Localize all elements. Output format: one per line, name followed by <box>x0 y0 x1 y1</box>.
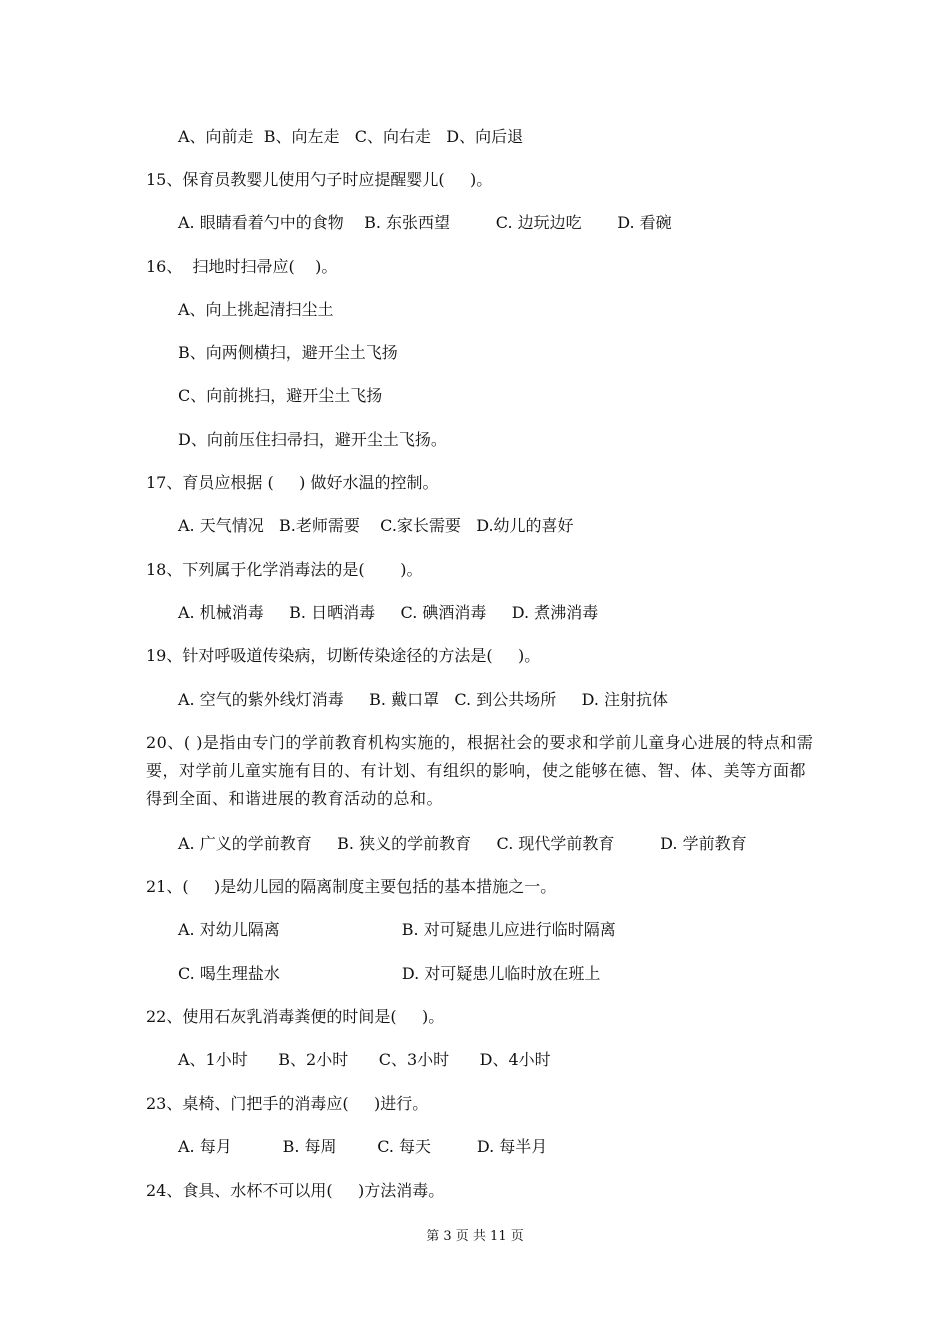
q23-options: A. 每月 B. 每周 C. 每天 D. 每半月 <box>178 1137 548 1156</box>
q16-option-b: B、向两侧横扫，避开尘土飞扬 <box>178 343 398 362</box>
q18-options: A. 机械消毒 B. 日晒消毒 C. 碘酒消毒 D. 煮沸消毒 <box>178 603 599 622</box>
q16-option-a: A、向上挑起清扫尘土 <box>178 300 334 319</box>
q19-options: A. 空气的紫外线灯消毒 B. 戴口罩 C. 到公共场所 D. 注射抗体 <box>178 690 669 709</box>
q22-options: A、1小时 B、2小时 C、3小时 D、4小时 <box>178 1050 551 1069</box>
q21-options-cd: C. 喝生理盐水 D. 对可疑患儿临时放在班上 <box>178 964 601 983</box>
q17-options: A. 天气情况 B.老师需要 C.家长需要 D.幼儿的喜好 <box>178 516 574 535</box>
q21-options-ab: A. 对幼儿隔离 B. 对可疑患儿应进行临时隔离 <box>178 920 616 939</box>
page-footer: 第 3 页 共 11 页 <box>426 1229 524 1244</box>
q19-question: 19、针对呼吸道传染病，切断传染途径的方法是( )。 <box>146 646 541 665</box>
q17-question: 17、育员应根据 ( ) 做好水温的控制。 <box>146 473 439 492</box>
q16-option-d: D、向前压住扫帚扫，避开尘土飞扬。 <box>178 430 447 449</box>
q20-options: A. 广义的学前教育 B. 狭义的学前教育 C. 现代学前教育 D. 学前教育 <box>178 834 747 853</box>
q16-option-c: C、向前挑扫，避开尘土飞扬 <box>178 386 383 405</box>
q16-question: 16、 扫地时扫帚应( )。 <box>146 257 338 276</box>
q22-question: 22、使用石灰乳消毒粪便的时间是( )。 <box>146 1007 445 1026</box>
q18-question: 18、下列属于化学消毒法的是( )。 <box>146 560 423 579</box>
q23-question: 23、桌椅、门把手的消毒应( )进行。 <box>146 1094 429 1113</box>
q24-question: 24、食具、水杯不可以用( )方法消毒。 <box>146 1181 445 1200</box>
q21-question: 21、( )是幼儿园的隔离制度主要包括的基本措施之一。 <box>146 877 557 896</box>
q14-options: A、向前走 B、向左走 C、向右走 D、向后退 <box>178 127 524 146</box>
q15-options: A. 眼睛看着勺中的食物 B. 东张西望 C. 边玩边吃 D. 看碗 <box>178 213 672 232</box>
q15-question: 15、保育员教婴儿使用勺子时应提醒婴儿( )。 <box>146 170 493 189</box>
q20-question: 20、( )是指由专门的学前教育机构实施的，根据社会的要求和学前儿童身心进展的特点和需要，对学前儿童实施有目的、有计划、有组织的影响，使之能够在德、智、体、美等方面都得到全面、和谐进展的教育活动的总和。 <box>146 733 814 808</box>
